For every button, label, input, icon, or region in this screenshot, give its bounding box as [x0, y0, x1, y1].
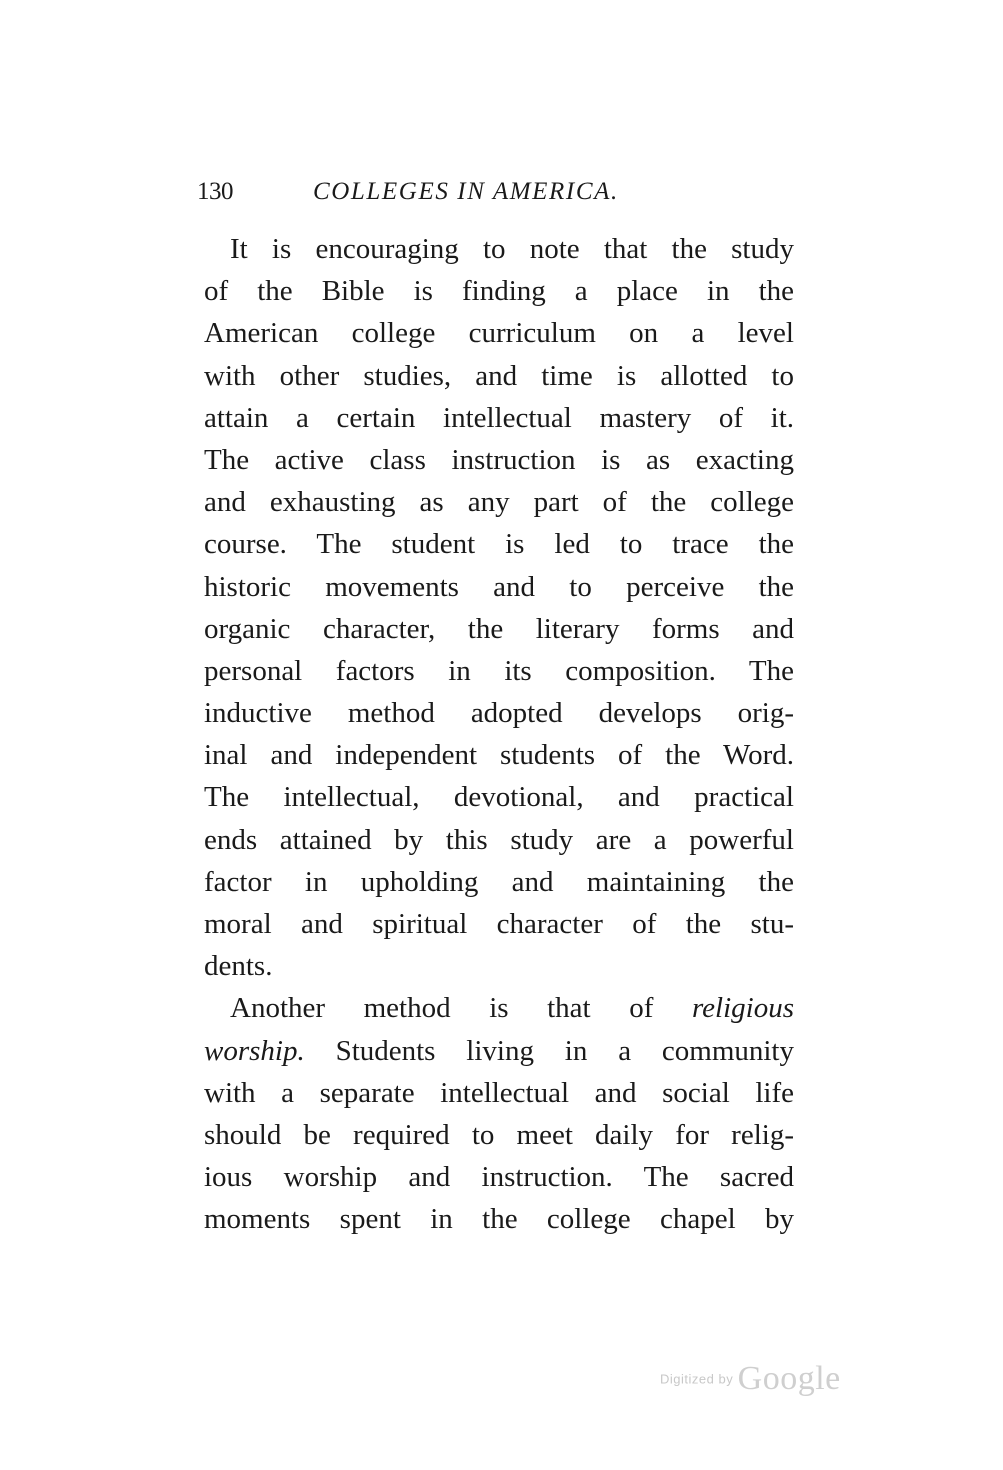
text-line: dents. [204, 950, 273, 983]
italic-term: worship. [204, 1034, 305, 1067]
text-line: ends attained by this study are a powerful [204, 823, 794, 856]
google-logo: Google [737, 1360, 841, 1397]
text-line: The intellectual, devotional, and practical [204, 781, 794, 814]
text-line: moral and spiritual character of the stu- [204, 908, 794, 940]
text-line: inductive method adopted develops orig- [204, 697, 794, 730]
text-line [204, 1030, 794, 1072]
running-head [197, 176, 797, 208]
text-line: of the Bible is finding a place in the [204, 275, 794, 308]
text-line: with a separate intellectual and social life [204, 1076, 794, 1109]
watermark-prefix: Digitized by [660, 1371, 734, 1387]
paragraph-1 [204, 228, 794, 987]
text-line: ious worship and instruction. The sacred [204, 1161, 794, 1194]
body-text [204, 228, 794, 1241]
text-line: factor in upholding and maintaining the [204, 865, 794, 898]
text-line: with other studies, and time is allotted to [204, 359, 794, 392]
running-title: COLLEGES IN AMERICA. [313, 178, 619, 205]
text-line [204, 987, 794, 1029]
text-line: should be required to meet daily for relig- [204, 1118, 794, 1151]
text-line: organic character, the literary forms and [204, 612, 794, 645]
text-line: inal and independent students of the Word. [204, 739, 794, 772]
text-line: American college curriculum on a level [204, 317, 794, 350]
text-line: personal factors in its composition. The [204, 654, 794, 687]
italic-term: religious [691, 992, 794, 1025]
paragraph-2 [204, 987, 794, 1240]
text-line: course. The student is led to trace the [204, 528, 794, 561]
text-line: attain a certain intellectual mastery of it. [204, 401, 794, 434]
text-line: moments spent in the college chapel by [204, 1203, 794, 1236]
text-fragment: Another method is that of [230, 992, 692, 1025]
text-line: historic movements and to perceive the [204, 570, 794, 603]
text-line: The active class instruction is as exacting [204, 443, 794, 476]
text-fragment: Students living in a community [304, 1034, 794, 1067]
text-line: It is encouraging to note that the study [230, 233, 794, 265]
digitized-by-google-watermark [660, 1360, 841, 1400]
text-line: and exhausting as any part of the college [204, 486, 794, 519]
page-number: 130 [197, 178, 233, 205]
